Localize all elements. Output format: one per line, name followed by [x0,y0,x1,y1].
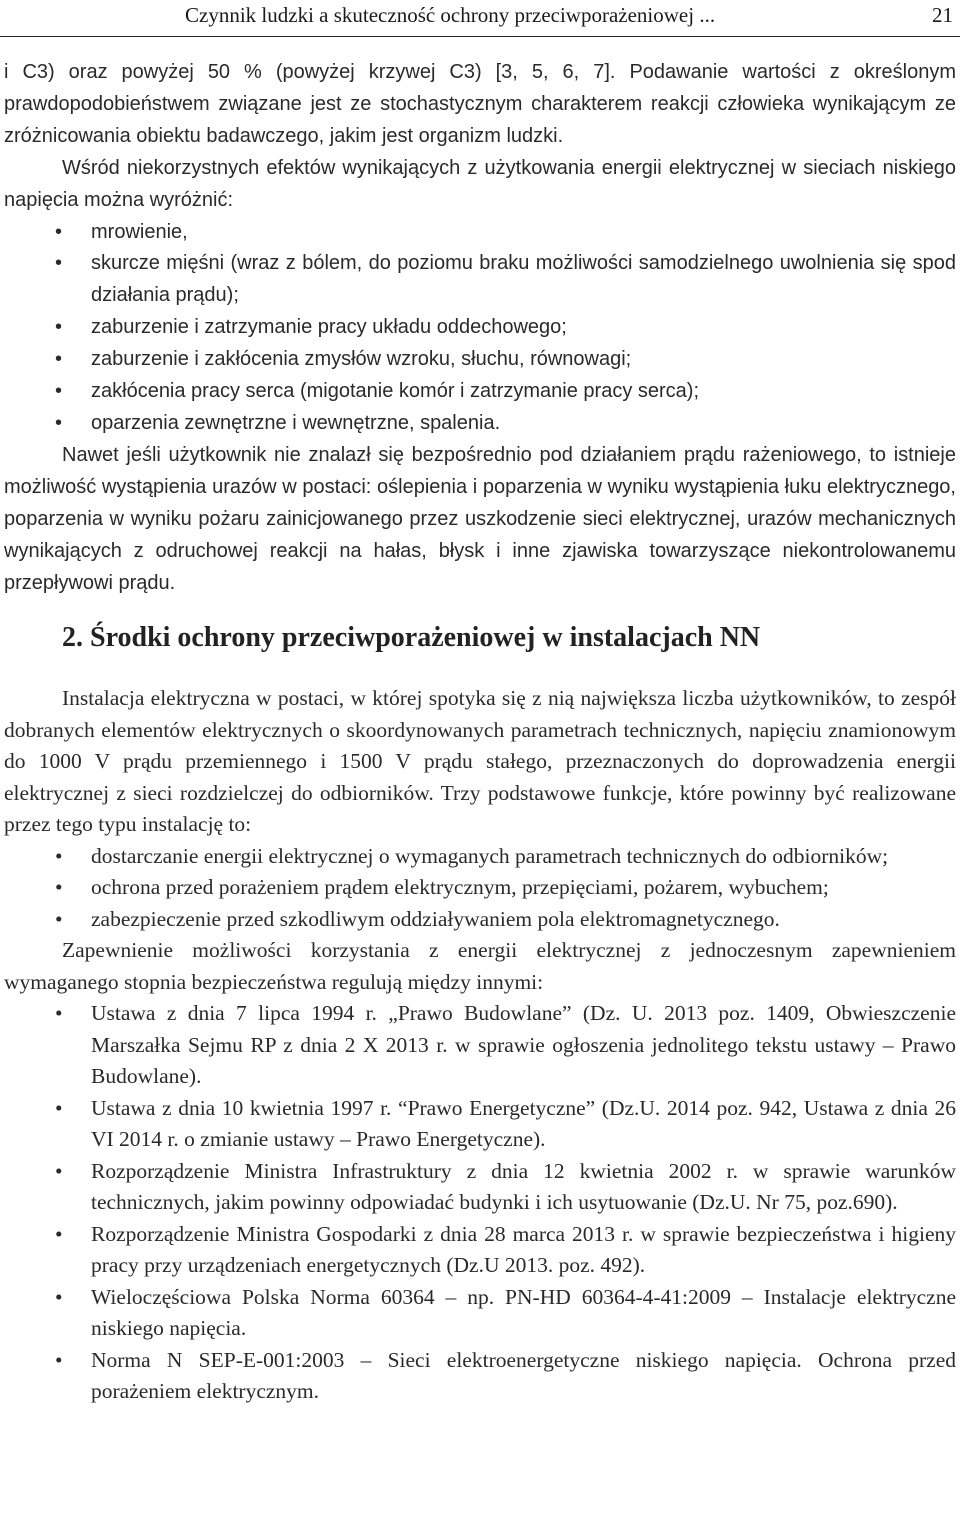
list-item-text: Ustawa z dnia 10 kwietnia 1997 r. “Prawo Energetyczne” (Dz.U. 2014 poz. 942, Ustawa z dnia 26 VI 2014 r. o zmianie ustawy – Prawo Energetyczne). [91,1095,956,1151]
page-number: 21 [932,3,953,27]
bullet-icon: • [55,1221,63,1246]
regulations-list [4,998,956,1408]
bullet-icon: • [55,843,63,868]
functions-list [4,841,956,936]
list-item [4,904,956,936]
bullet-icon: • [55,316,63,339]
effects-list [4,217,956,440]
bullet-icon: • [55,1001,63,1025]
bullet-icon: • [55,875,63,899]
intro-section [4,57,956,599]
intro-paragraph-continued: i C3) oraz powyżej 50 % (powyżej krzywej C3) [3, 5, 6, 7]. Podawanie wartości z określonym prawdopodobieństwem związane jest ze stochastycznym charakterem reakcji człowieka wynikającym ze zróżnicowania obiektu badawczego, jakim jest organizm ludzki. [4,61,956,147]
list-item-text: zaburzenie i zatrzymanie pracy układu oddechowego; [91,316,567,339]
list-item [4,376,956,408]
list-item [4,1219,956,1282]
list-item [4,872,956,904]
list-item [4,1282,956,1345]
bullet-icon: • [55,380,63,403]
list-item [4,1156,956,1219]
list-item [4,1345,956,1408]
list-item-text: Rozporządzenie Ministra Gospodarki z dnia 28 marca 2013 r. w sprawie bezpieczeństwa i higieny pracy przy urządzeniach energetycznych (Dz.U 2013. poz. 492). [91,1221,956,1277]
bullet-icon: • [55,906,63,931]
bullet-icon: • [55,1284,63,1309]
list-item [4,248,956,312]
running-header [0,0,960,37]
list-item [4,408,956,440]
list-item-text: zabezpieczenie przed szkodliwym oddziaływaniem pola elektromagnetycznego. [91,906,780,931]
bullet-icon: • [55,1158,63,1183]
list-item-text: skurcze mięśni (wraz z bólem, do poziomu braku możliwości samodzielnego uwolnienia się spod działania prądu); [91,252,956,307]
list-item-text: zaburzenie i zakłócenia zmysłów wzroku, słuchu, równowagi; [91,348,632,371]
list-item-text: Ustawa z dnia 7 lipca 1994 r. „Prawo Budowlane” (Dz. U. 2013 poz. 1409, Obwieszczenie Marszałka Sejmu RP z dnia 2 X 2013 r. w sprawie ogłoszenia jednolitego tekstu ustawy – Prawo Budowlane). [91,1001,956,1088]
bullet-icon: • [55,220,63,243]
running-header-title: Czynnik ludzki a skuteczność ochrony przeciwporażeniowej ... [185,3,716,27]
section-heading: 2. Środki ochrony przeciwporażeniowej w instalacjach NN [62,622,761,653]
safety-paragraph: Zapewnienie możliwości korzystania z energii elektrycznej z jednoczesnym zapewnieniem wymaganego stopnia bezpieczeństwa regulują między innymi: [4,938,956,994]
list-item-text: mrowienie, [91,220,188,243]
list-item-text: oparzenia zewnętrzne i wewnętrzne, spalenia. [91,411,501,434]
section-2-body [4,683,956,1408]
list-item-text: Rozporządzenie Ministra Infrastruktury z dnia 12 kwietnia 2002 r. w sprawie warunków technicznych, jakim powinny odpowiadać budynki i ich usytuowanie (Dz.U. Nr 75, poz.690). [91,1158,956,1214]
list-item-text: zakłócenia pracy serca (migotanie komór i zatrzymanie pracy serca); [91,380,699,403]
bullet-icon: • [55,348,63,371]
list-item [4,344,956,376]
list-item-text: ochrona przed porażeniem prądem elektrycznym, przepięciami, pożarem, wybuchem; [91,875,829,899]
list-item [4,312,956,344]
list-item [4,1093,956,1156]
intro-paragraph-injuries: Nawet jeśli użytkownik nie znalazł się bezpośrednio pod działaniem prądu rażeniowego, to istnieje możliwość wystąpienia urazów w postaci: oślepienia i poparzenia w wyniku wystąpienia łuku elektrycznego, poparzenia w wyniku pożaru zainicjowanego przez uszkodzenie sieci elektrycznej, urazów mechanicznych wynikających z odruchowej reakcji na hałas, błysk i inne zjawiska towarzyszące niekontrolowanemu przepływowi prądu. [4,443,956,594]
list-item [4,841,956,873]
bullet-icon: • [55,411,63,434]
list-item [4,217,956,249]
list-item-text: dostarczanie energii elektrycznej o wymaganych parametrach technicznych do odbiorników; [91,843,889,868]
intro-paragraph-effects: Wśród niekorzystnych efektów wynikających z użytkowania energii elektrycznej w sieciach niskiego napięcia można wyróżnić: [4,156,956,211]
bullet-icon: • [55,252,63,275]
list-item [4,998,956,1093]
list-item-text: Norma N SEP-E-001:2003 – Sieci elektroenergetyczne niskiego napięcia. Ochrona przed porażeniem elektrycznym. [91,1347,956,1403]
list-item-text: Wieloczęściowa Polska Norma 60364 – np. PN-HD 60364-4-41:2009 – Instalacje elektryczne niskiego napięcia. [91,1284,956,1340]
bullet-icon: • [55,1095,63,1120]
installation-paragraph: Instalacja elektryczna w postaci, w której spotyka się z nią największa liczba użytkowników, to zespół dobranych elementów elektrycznych o skoordynowanych parametrach technicznych, napięciu znamionowym do 1000 V prądu przemiennego i 1500 V prądu stałego, przeznaczonych do doprowadzenia energii elektrycznej z sieci rozdzielczej do odbiorników. Trzy podstawowe funkcje, które powinny być realizowane przez tego typu instalację to: [4,686,956,836]
bullet-icon: • [55,1347,63,1372]
